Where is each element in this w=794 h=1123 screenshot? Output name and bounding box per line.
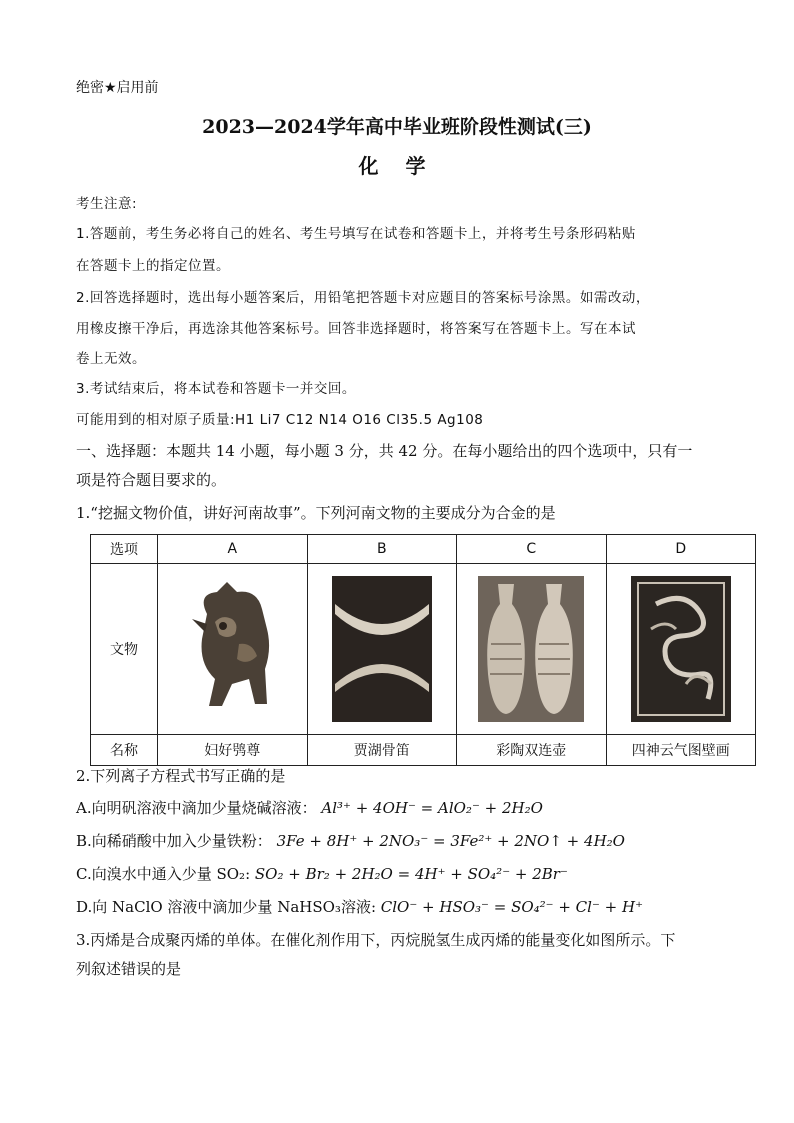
- artifact-d-cell: [606, 564, 756, 735]
- secret-label: 绝密★启用前: [76, 80, 159, 96]
- option-a-header: A: [158, 535, 308, 564]
- option-d-header: D: [606, 535, 756, 564]
- question-3-stem: 3.丙烯是合成聚丙烯的单体。在催化剂作用下，丙烷脱氢生成丙烯的能量变化如图所示。下: [76, 931, 676, 949]
- row-label-option: 选项: [91, 535, 158, 564]
- option-a-equation: Al³⁺ + 4OH⁻ = AlO₂⁻ + 2H₂O: [321, 799, 543, 817]
- section-heading-cont: 项是符合题目要求的。: [76, 471, 227, 489]
- owl-vessel-image: [177, 574, 287, 724]
- question-1-stem: 1.“挖掘文物价值，讲好河南故事”。下列河南文物的主要成分为合金的是: [76, 504, 556, 522]
- question-2-option-c: [76, 864, 568, 884]
- option-a-text: A.向明矾溶液中滴加少量烧碱溶液：: [76, 799, 317, 817]
- double-pot-image: [476, 574, 586, 724]
- notice-line: 用橡皮擦干净后，再选涂其他答案标号。回答非选择题时，将答案写在答题卡上。写在本试: [76, 321, 636, 337]
- artifact-d-name: 四神云气图壁画: [606, 735, 756, 766]
- row-label-artifact: 文物: [91, 564, 158, 735]
- notice-line: 卷上无效。: [76, 351, 146, 367]
- notice-line: 3.考试结束后，将本试卷和答题卡一并交回。: [76, 381, 356, 397]
- option-d-equation: ClO⁻ + HSO₃⁻ = SO₄²⁻ + Cl⁻ + H⁺: [380, 898, 643, 916]
- notice-line: 在答题卡上的指定位置。: [76, 258, 230, 274]
- question-2-option-d: [76, 897, 643, 917]
- notice-heading: 考生注意:: [76, 196, 138, 212]
- option-c-equation: SO₂ + Br₂ + 2H₂O = 4H⁺ + SO₄²⁻ + 2Br⁻: [254, 865, 568, 883]
- option-c-header: C: [457, 535, 607, 564]
- option-b-header: B: [307, 535, 457, 564]
- artifact-c-cell: [457, 564, 607, 735]
- artifact-c-name: 彩陶双连壶: [457, 735, 607, 766]
- option-b-equation: 3Fe + 8H⁺ + 2NO₃⁻ = 3Fe²⁺ + 2NO↑ + 4H₂O: [276, 832, 625, 850]
- option-d-text: D.向 NaClO 溶液中滴加少量 NaHSO₃溶液:: [76, 898, 376, 916]
- row-label-name: 名称: [91, 735, 158, 766]
- section-heading: 一、选择题：本题共 14 小题，每小题 3 分，共 42 分。在每小题给出的四个选项中，只有一: [76, 442, 693, 460]
- subject-title: 化 学: [358, 154, 436, 178]
- mural-image: [626, 574, 736, 724]
- exam-title: 2023—2024学年高中毕业班阶段性测试(三): [202, 116, 592, 138]
- notice-line: 1.答题前，考生务必将自己的姓名、考生号填写在试卷和答题卡上，并将考生号条形码粘贴: [76, 226, 636, 242]
- artifact-table: [90, 534, 756, 766]
- artifact-a-name: 妇好鸮尊: [158, 735, 308, 766]
- artifact-b-cell: [307, 564, 457, 735]
- question-2-stem: 2.下列离子方程式书写正确的是: [76, 767, 286, 785]
- option-c-text: C.向溴水中通入少量 SO₂:: [76, 865, 251, 883]
- notice-line: 2.回答选择题时，选出每小题答案后，用铅笔把答题卡对应题目的答案标号涂黑。如需改动，: [76, 290, 650, 306]
- artifact-b-name: 贾湖骨笛: [307, 735, 457, 766]
- atomic-mass-line: 可能用到的相对原子质量:H1 Li7 C12 N14 O16 Cl35.5 Ag108: [76, 412, 484, 428]
- question-2-option-a: [76, 798, 543, 818]
- question-3-stem-cont: 列叙述错误的是: [76, 960, 182, 978]
- question-2-option-b: [76, 831, 625, 851]
- artifact-a-cell: [158, 564, 308, 735]
- option-b-text: B.向稀硝酸中加入少量铁粉：: [76, 832, 272, 850]
- bone-flute-image: [327, 574, 437, 724]
